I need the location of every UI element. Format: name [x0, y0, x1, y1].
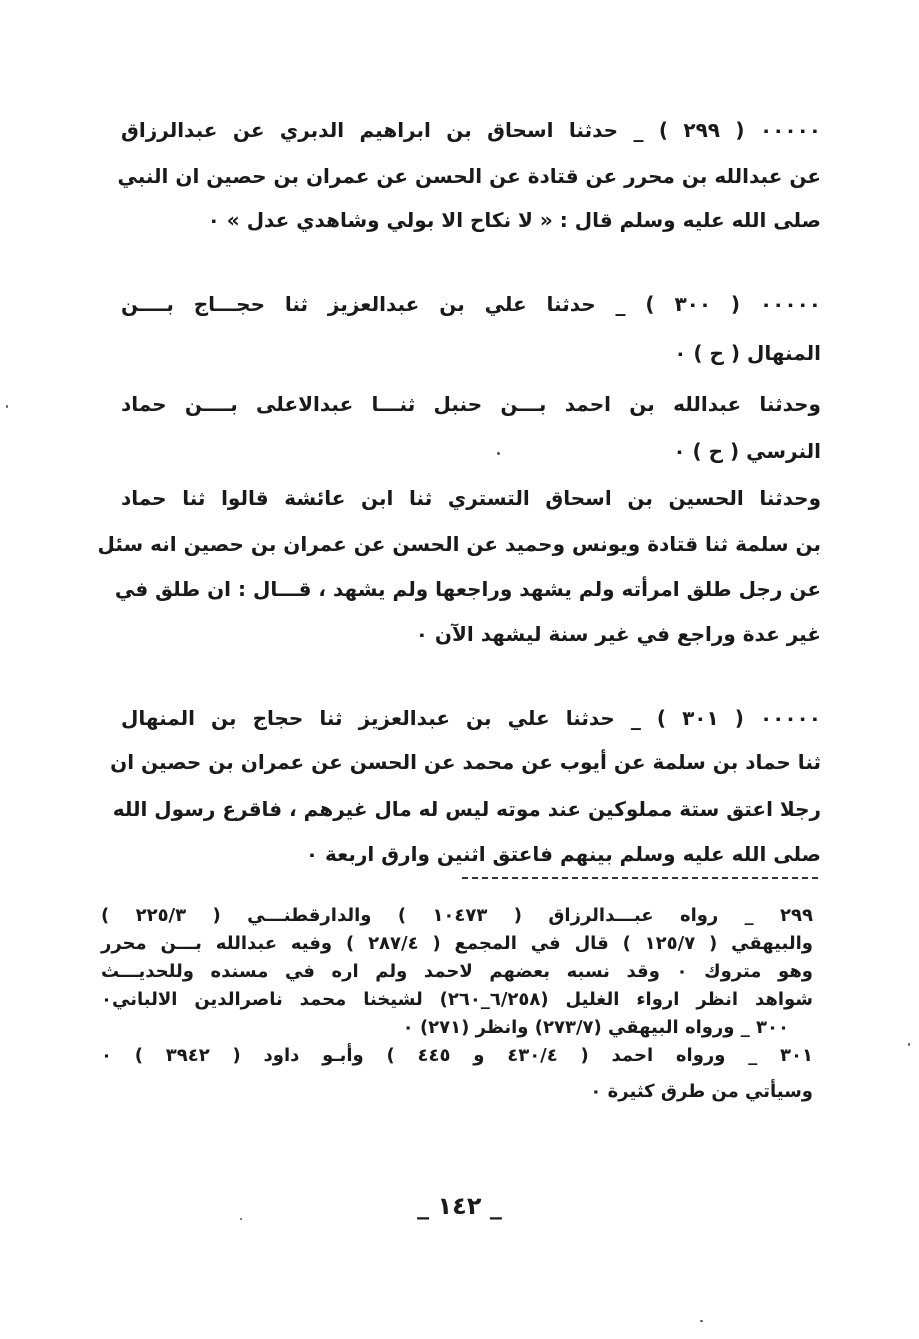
hadith-300-line-7: عن رجل طلق امرأته ولم يشهد وراجعها ولم يشهد ، قـــال : ان طلق في — [114, 577, 821, 601]
scan-speck — [497, 452, 500, 455]
footnote-301-line-2: وسيأتي من طرق كثيرة ٠ — [590, 1081, 813, 1102]
hadith-299-line-3: صلى الله عليه وسلم قال : « لا نكاح الا بولي وشاهدي عدل » ٠ — [207, 208, 821, 232]
hadith-301-line-4: صلى الله عليه وسلم بينهم فاعتق اثنين وارق اربعة ٠ — [305, 842, 821, 866]
hadith-300-line-1: ٠٠٠٠٠ ( ٣٠٠ ) _ حدثنا علي بن عبدالعزيز ثنا حجـــاج بــــن — [121, 292, 821, 316]
footnote-299-line-3: وهو متروك ٠ وقد نسبه بعضهم لاحمد ولم اره في مسنده وللحديـــث — [101, 961, 813, 982]
hadith-300-line-4: النرسي ( ح ) ٠ — [673, 439, 821, 463]
hadith-299-line-1: ٠٠٠٠٠ ( ٢٩٩ ) _ حدثنا اسحاق بن ابراهيم الدبري عن عبدالرزاق — [121, 118, 821, 142]
footnote-299-line-1: ٢٩٩ _ رواه عبـــدالرزاق ( ١٠٤٧٣ ) والدارقطنـــي ( ٢٢٥/٣ ) — [101, 905, 813, 926]
scan-speck — [6, 405, 8, 408]
hadith-301-line-1: ٠٠٠٠٠ ( ٣٠١ ) _ حدثنا علي بن عبدالعزيز ثنا حجاج بن المنهال — [121, 706, 821, 730]
hadith-300-line-8: غير عدة وراجع في غير سنة ليشهد الآن ٠ — [415, 622, 821, 646]
hadith-300-line-5: وحدثنا الحسين بن اسحاق التستري ثنا ابن عائشة قالوا ثنا حماد — [121, 486, 821, 510]
scan-speck — [700, 1320, 703, 1322]
hadith-301-line-2: ثنا حماد بن سلمة عن أيوب عن محمد عن الحسن عن عمران بن حصين ان — [110, 750, 821, 774]
scan-speck — [908, 1043, 910, 1046]
footnote-300: ٣٠٠ _ ورواه البيهقي (٢٧٣/٧) وانظر (٢٧١) ٠ — [402, 1017, 789, 1038]
hadith-301-line-3: رجلا اعتق ستة مملوكين عند موته ليس له مال غيرهم ، فاقرع رسول الله — [112, 797, 821, 821]
footnote-299-line-2: والبيهقي ( ١٢٥/٧ ) قال في المجمع ( ٢٨٧/٤ ) وفيه عبدالله بـــن محرر — [101, 933, 813, 954]
page-number: _ ١٤٢ _ — [417, 1192, 502, 1220]
scan-speck — [240, 1218, 242, 1220]
footnote-separator — [462, 877, 818, 879]
hadith-300-line-2: المنهال ( ح ) ٠ — [674, 341, 821, 365]
hadith-300-line-6: بن سلمة ثنا قتادة ويونس وحميد عن الحسن عن عمران بن حصين انه سئل — [97, 532, 821, 556]
footnote-301-line-1: ٣٠١ _ ورواه احمد ( ٤٣٠/٤ و ٤٤٥ ) وأبـو داود ( ٣٩٤٢ ) ٠ — [101, 1045, 813, 1066]
footnote-299-line-4: شواهد انظر ارواء الغليل (٦/٢٥٨_٢٦٠) لشيخنا محمد ناصرالدين الالباني٠ — [101, 989, 813, 1010]
hadith-299-line-2: عن عبدالله بن محرر عن قتادة عن الحسن عن عمران بن حصين ان النبي — [117, 164, 821, 188]
hadith-300-line-3: وحدثنا عبدالله بن احمد بـــن حنبل ثنـــا عبدالاعلى بــــن حماد — [121, 392, 821, 416]
